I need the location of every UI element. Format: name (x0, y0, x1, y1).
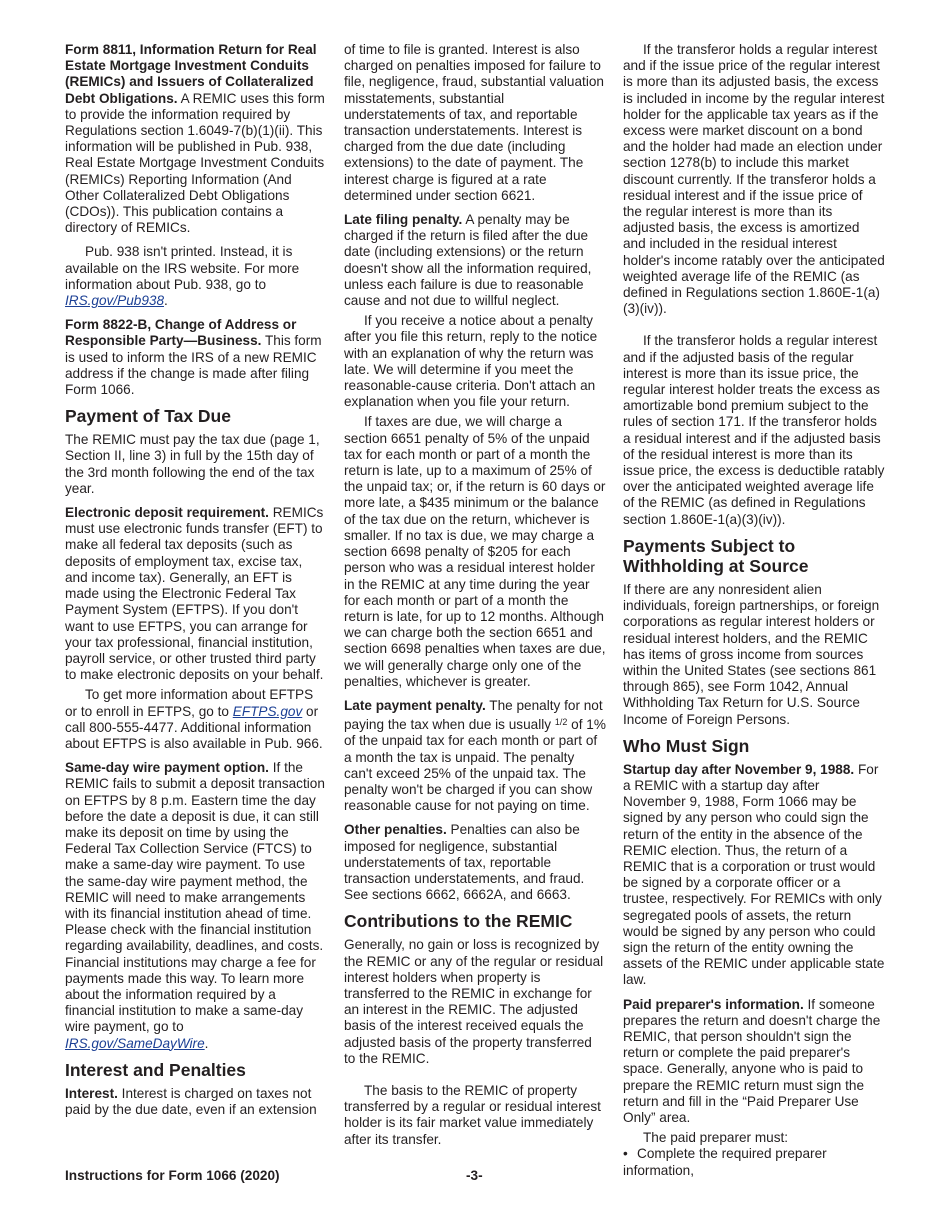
paragraph-preparer-must: The paid preparer must: (643, 1130, 789, 1146)
column-1 (65, 42, 327, 1126)
paragraph-text: To get more information about EFTPS or to enroll in EFTPS, go to (65, 687, 314, 719)
footer-title: Instructions for Form 1066 (2020) (65, 1168, 280, 1183)
paragraph-text: For a REMIC with a startup day after November 9, 1988, Form 1066 may be signed by any person who could sign the return of the entity in the absence of the REMIC election. Thus, the return of a REMIC that is a corporation or trust would be signed by a corporate officer or a trustee, respectively. For REMICs with only segregated pools of assets, the return would be signed by any person who could sign the return of the entity owning the assets of the REMIC under applicable state law. (623, 761, 885, 988)
heading-contributions: Contributions to the REMIC (344, 911, 573, 932)
link-pub938[interactable]: IRS.gov/Pub938 (65, 293, 164, 309)
link-same-day-wire[interactable]: IRS.gov/SameDayWire (65, 1035, 205, 1051)
paragraph-other-penalties (344, 822, 606, 903)
heading-withholding: Payments Subject to Withholding at Source (623, 535, 809, 576)
paragraph-text: of 1% of the unpaid tax for each month or part of a month the tax is unpaid. The penalty can't exceed 25% of the unpaid tax. The penalty won't be charged if you can show reasonable cause for not paying on time. (344, 717, 606, 814)
paragraph-contributions: Generally, no gain or loss is recognized by the REMIC or any of the regular or residual interest holders when property is transferred to the REMIC in exchange for an interest in the REMIC. The adjusted basis of the interest received equals the adjusted basis of the property transferred to the REMIC. (344, 937, 604, 1066)
run-in-heading: Late payment penalty. (344, 697, 486, 713)
paragraph-notice: If you receive a notice about a penalty after you file this return, reply to the notice with an explanation of why the return was late. We will determine if you meet the reasonable-cause criteria. Don't attach an explanation when you file your return. (344, 313, 598, 410)
run-in-heading: Paid preparer's information. (623, 996, 804, 1012)
paragraph-regular-interest-premium: If the transferor holds a regular interest and if the adjusted basis of the regular interest is more than its issue price, the regular interest holder treats the excess as amortizable bond premium subject to the rules of section 171. If the transferor holds a residual interest and if the adjusted basis of the residual interest is more than its issue price, the excess is deductible ratably over the anticipated weighted average life of the REMIC (as defined in Regulations section 1.860E-1(a)(3)(iv)). (623, 333, 885, 527)
paragraph-form-8822b (65, 317, 327, 398)
paragraph-form-8811 (65, 42, 327, 236)
heading-interest-and-penalties: Interest and Penalties (65, 1059, 246, 1080)
paragraph-text: A penalty may be charged if the return is filed after the due date (including extensions) or the return doesn't show all the information required, unless each failure is due to reasonable cause and not due to willful neglect. (344, 212, 592, 309)
paragraph-withholding: If there are any nonresident alien individuals, foreign partnerships, or foreign corporations as regular interest holders or residual interest holders, and the REMIC has items of gross income from sources within the United States (see sections 861 through 865), see Form 1042, Annual Withholding Tax Return for U.S. Source Income of Foreign Persons. (623, 581, 880, 727)
paragraph-payment: The REMIC must pay the tax due (page 1, Section II, line 3) in full by the 15th day of the 3rd month following the end of the tax year. (65, 432, 320, 496)
paragraph-text: Interest is charged on taxes not paid by the due date, even if an extension (65, 1085, 317, 1117)
column-2 (344, 42, 606, 1152)
paragraph-text: Pub. 938 isn't printed. Instead, it is available on the IRS website. For more information about Pub. 938, go to (65, 244, 300, 292)
paragraph-late-payment (344, 698, 606, 814)
run-in-heading: Startup day after November 9, 1988. (623, 761, 855, 777)
paragraph-taxes-due: If taxes are due, we will charge a section 6651 penalty of 5% of the unpaid tax for each month or part of a month the return is late, up to a maximum of 25% of the unpaid tax; or, if the return is 60 days or more late, a $435 minimum or the balance of the tax due on the return, whichever is smaller. If no tax is due, we may charge a section 6698 penalty of $205 for each person who was a residual interest holder in the REMIC at any time during the year for each month or part of a month the return is late, for up to 12 months. Although we can charge both the section 6651 and section 6698 penalties when taxes are due, we will generally charge only one of the penalties, whichever is greater. (344, 414, 606, 689)
link-eftps[interactable]: EFTPS.gov (232, 703, 303, 719)
paragraph-pub-938: Pub. 938 isn't printed. Instead, it is available on the IRS website. For more information about Pub. 938, go to IRS.gov/Pub938. (65, 244, 300, 309)
paragraph-text: REMICs must use electronic funds transfer (EFT) to make all federal tax deposits (such as deposits of employment tax, excise tax, and income tax). Generally, an EFT is made using the Electronic Federal Tax Payment System (EFTPS). If you don't want to use EFTPS, you can arrange for your tax professional, financial institution, payroll service, or other trusted third party to make electronic deposits on your behalf. (65, 505, 324, 683)
list-item (623, 1146, 885, 1178)
list-item-text: Complete the required preparer information, (623, 1146, 827, 1178)
heading-payment-of-tax-due: Payment of Tax Due (65, 406, 231, 427)
paragraph-interest-cont: of time to file is granted. Interest is also charged on penalties imposed for failure to file, negligence, fraud, substantial valuation misstatements, substantial understatements of tax, and reportable transaction understatements. Interest is charged from the due date (including extensions) to the date of payment. The interest charge is figured at a rate determined under section 6621. (344, 42, 604, 203)
paragraph-text: Penalties can also be imposed for negligence, substantial understatements of tax, reportable transaction understatements, and fraud. See sections 6662, 6662A, and 6663. (344, 822, 585, 903)
fraction-half: 1/2 (554, 717, 568, 728)
run-in-heading: Form 8811, Information Return for Real Estate Mortgage Investment Conduits (REMICs) and Issuers of Collateralized Debt Obligations. (65, 42, 317, 106)
run-in-heading: Form 8822-B, Change of Address or Responsible Party—Business. (65, 317, 297, 349)
paragraph-electronic-deposit (65, 505, 327, 683)
paragraph-startup-day (623, 762, 885, 989)
paragraph-text: A REMIC uses this form to provide the information required by Regulations section 1.6049-7(b)(1)(ii). This information will be published in Pub. 938, Real Estate Mortgage Investment Conduits (REMICs) Reporting Information (And Other Collateralized Debt Obligations (CDOs)). This publication contains a directory of REMICs. (65, 90, 325, 236)
run-in-heading: Other penalties. (344, 822, 447, 838)
paragraph-same-day-wire: Same-day wire payment option. If the REMIC fails to submit a deposit transaction on EFTPS by 8 p.m. Eastern time the day before the date a deposit is due, it can still make its deposit on time by using the Federal Tax Collection Service (FTCS) to make a same-day wire payment. To use the same-day wire payment method, the REMIC will need to make arrangements with its financial institution ahead of time. Please check with the financial institution regarding availability, deadlines, and costs. Financial institutions may charge a fee for payments made this way. To learn more about the information required by a financial institution to make a same-day wire payment, go to IRS.gov/SameDayWire. (65, 760, 325, 1051)
paragraph-eftps (65, 687, 327, 752)
page-number: -3- (466, 1168, 483, 1183)
run-in-heading: Electronic deposit requirement. (65, 505, 269, 521)
run-in-heading: Late filing penalty. (344, 212, 463, 228)
heading-who-must-sign: Who Must Sign (623, 735, 750, 756)
run-in-heading: Interest. (65, 1085, 118, 1101)
paragraph-late-filing (344, 212, 606, 309)
paragraph-regular-interest-excess: If the transferor holds a regular interest and if the issue price of the regular interest is more than its adjusted basis, the excess is included in income by the regular interest holder for the applicable tax years as if the excess were market discount on a bond and the holder had made an election under section 1278(b) to include this market discount currently. If the transferor holds a residual interest and if the issue price of the regular interest is more than its adjusted basis, the excess is amortized and included in the residual interest holder's income ratably over the anticipated weighted average life of the REMIC (as defined in Regulations section 1.860E-1(a)(3)(iv)). (623, 42, 885, 317)
paragraph-basis: The basis to the REMIC of property transferred by a regular or residual interest holder is its fair market value immediately after its transfer. (344, 1082, 601, 1147)
paragraph-text: The penalty for not paying the tax when due is usually (344, 697, 603, 733)
column-3 (623, 42, 885, 1179)
paragraph-text: If the REMIC fails to submit a deposit transaction on EFTPS by 8 p.m. Eastern time the day before the date a deposit is due, it can still make its deposit on time by using the Federal Tax Collection Service (FTCS) to make a same-day wire payment. To use the same-day wire payment method, the REMIC will need to make arrangements with its financial institution ahead of time. Please check with the financial institution regarding availability, deadlines, and costs. Financial institutions may charge a fee for payments made this way. To learn more about the information required by a financial institution to make a same-day wire payment, go to (65, 760, 325, 1035)
preparer-list (623, 1146, 885, 1178)
paragraph-text: This form is used to inform the IRS of a new REMIC address if the change is made after filing Form 1066. (65, 333, 322, 398)
paragraph-interest (65, 1086, 327, 1118)
paragraph-text: If someone prepares the return and doesn't charge the REMIC, that person shouldn't sign the return or complete the paid preparer's space. Generally, anyone who is paid to prepare the REMIC return must sign the return and fill in the “Paid Preparer Use Only” area. (623, 996, 881, 1125)
run-in-heading: Same-day wire payment option. (65, 760, 269, 776)
paragraph-paid-preparer (623, 997, 885, 1127)
paragraph-text: or call 800-555-4477. Additional information about EFTPS is also available in Pub. 966. (65, 703, 323, 751)
bullet-icon: • (623, 1146, 628, 1162)
